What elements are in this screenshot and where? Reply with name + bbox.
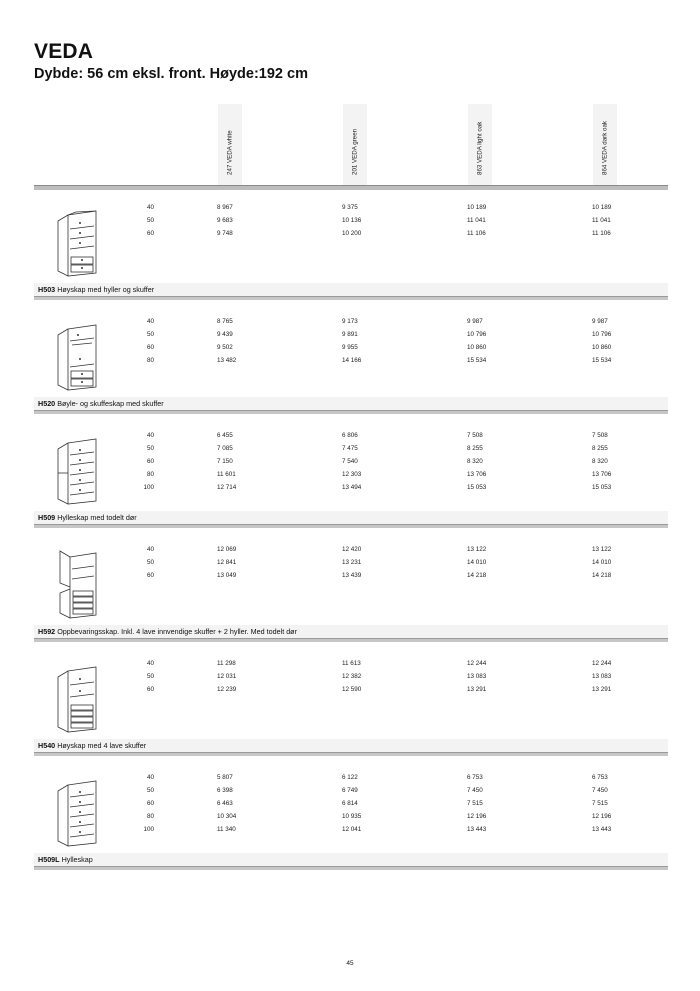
storage-cabinet-illustration xyxy=(56,549,104,619)
column-header-dark-oak: 864 VEDA dark oak xyxy=(593,104,617,186)
product-section-h509l: 40 5 807 6 122 6 753 6 753 50 6 398 6 749 7 450 7 450 60 6 463 6 814 7 515 7 515 80 10 304 10 935 12 196 12 196 100 11 340 12 041 13 443 13 443 H509L Hylleskap xyxy=(0,765,700,879)
cabinet-split-door-illustration xyxy=(56,435,104,505)
header-divider xyxy=(34,185,668,190)
section-label: H592 Oppbevaringsskap. Inkl. 4 lave innvendige skuffer + 2 hyller. Med todelt dør xyxy=(34,625,668,638)
section-divider xyxy=(34,296,668,300)
column-header-green: 201 VEDA green xyxy=(343,104,367,186)
product-section-h503: 40 8 967 9 375 10 189 10 189 50 9 683 10 136 11 041 11 041 60 9 748 10 200 11 106 11 106 H503 Høyskap med hyller og skuffer xyxy=(0,195,700,309)
cabinet-shelves-drawers-illustration xyxy=(56,207,104,277)
product-section-h592: 40 12 069 12 420 13 122 13 122 50 12 841 13 231 14 010 14 010 60 13 049 13 439 14 218 14 218 H592 Oppbevaringsskap. Inkl. 4 lave innvendige skuffer + 2 hyller. Med todelt dør xyxy=(0,537,700,651)
section-label: H540 Høyskap med 4 lave skuffer xyxy=(34,739,668,752)
product-section-h520: 40 8 765 9 173 9 987 9 987 50 9 439 9 891 10 796 10 796 60 9 502 9 955 10 860 10 860 80 13 482 14 166 15 534 15 534 H520 Bøyle- og skuffeskap med skuffer xyxy=(0,309,700,423)
page-title: VEDA xyxy=(34,40,94,63)
section-divider xyxy=(34,752,668,756)
cabinet-four-drawers-illustration xyxy=(56,663,104,733)
section-label: H503 Høyskap med hyller og skuffer xyxy=(34,283,668,296)
product-section-h540: 40 11 298 11 613 12 244 12 244 50 12 031 12 382 13 083 13 083 60 12 239 12 590 13 291 13 291 H540 Høyskap med 4 lave skuffer xyxy=(0,651,700,765)
product-section-h509: 40 6 455 6 806 7 508 7 508 50 7 085 7 475 8 255 8 255 60 7 150 7 540 8 320 8 320 80 11 601 12 303 13 706 13 706 100 12 714 13 494 15 053 15 053 H509 Hylleskap med todelt dør xyxy=(0,423,700,537)
page-number: 45 xyxy=(346,960,354,967)
page-subtitle: Dybde: 56 cm eksl. front. Høyde:192 cm xyxy=(34,66,308,82)
shelf-cabinet-illustration xyxy=(56,777,104,847)
section-divider xyxy=(34,638,668,642)
section-divider xyxy=(34,410,668,414)
section-label: H520 Bøyle- og skuffeskap med skuffer xyxy=(34,397,668,410)
column-header-light-oak: 863 VEDA light oak xyxy=(468,104,492,186)
section-label: H509L Hylleskap xyxy=(34,853,668,866)
column-header-white: 247 VEDA white xyxy=(218,104,242,186)
section-divider xyxy=(34,866,668,870)
section-label: H509 Hylleskap med todelt dør xyxy=(34,511,668,524)
cabinet-rail-drawers-illustration xyxy=(56,321,104,391)
section-divider xyxy=(34,524,668,528)
